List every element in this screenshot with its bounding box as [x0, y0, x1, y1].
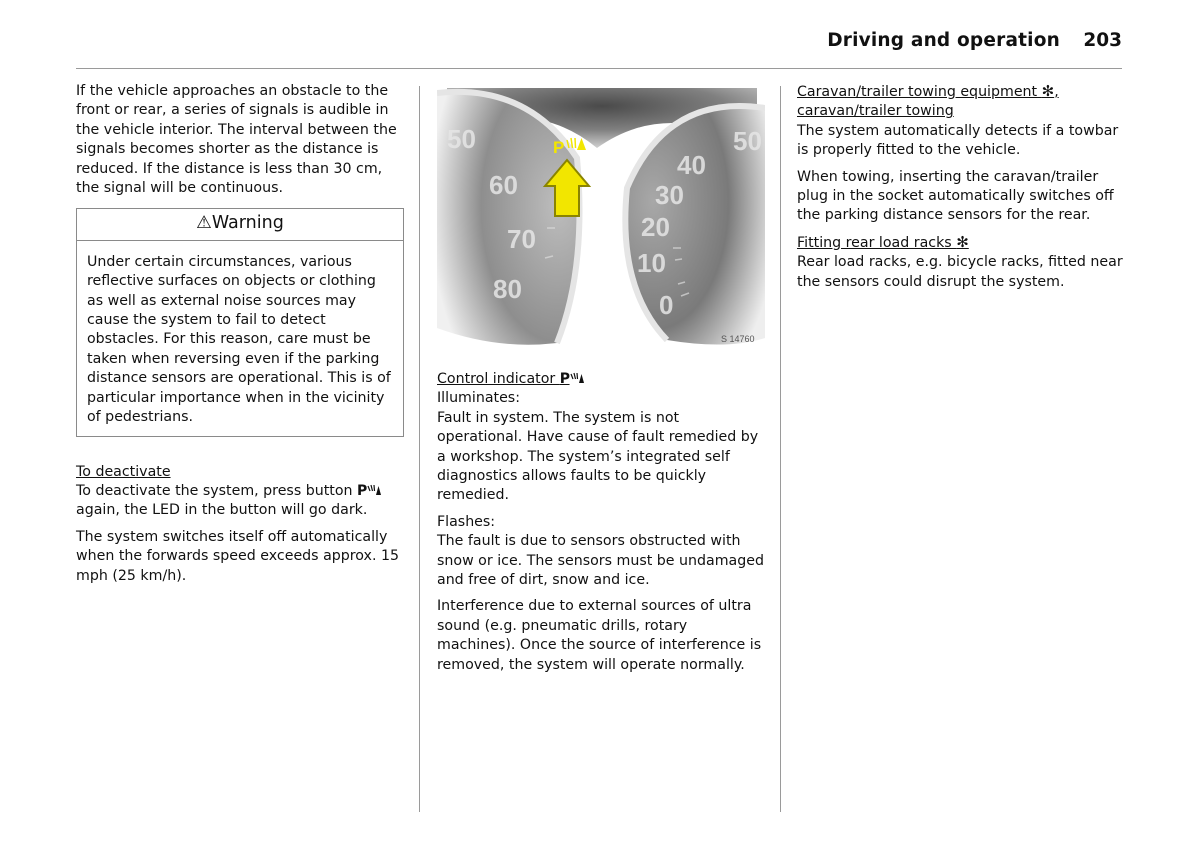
warning-title: Warning — [211, 213, 284, 234]
sensor-waves-icon — [570, 371, 584, 384]
caravan-paragraph-2: When towing, inserting the caravan/trailer plug in the socket automatically switches off the parking distance sensors for the rear. — [797, 168, 1114, 224]
page-number: 203 — [1083, 30, 1122, 51]
deactivate-text-part2: again, the LED in the button will go dark. — [76, 502, 368, 519]
left-dial-number: 80 — [493, 274, 522, 304]
interference-paragraph: Interference due to external sources of ultra sound (e.g. pneumatic drills, rotary machines). Once the source of interference is removed, the system will operate normally. — [437, 598, 762, 673]
right-dial-number: 0 — [659, 290, 674, 320]
deactivate-heading: To deactivate — [76, 463, 171, 480]
illuminates-paragraph: Fault in system. The system is not operational. Have cause of fault remedied by a workshop. The system’s integrated self diagnostics allows faults to be quickly remedied. — [437, 409, 759, 504]
caravan-heading-line1: Caravan/trailer towing equipment ✻, — [797, 82, 1059, 100]
instrument-cluster-illustration — [437, 88, 765, 350]
flashes-label: Flashes: — [437, 513, 496, 530]
intro-paragraph: If the vehicle approaches an obstacle to the front or rear, a series of signals is audible in the vehicle interior. The interval between the signals becomes shorter as the distance is reduced. If the distance is less than 30 cm, the signal will be continuous. — [76, 83, 397, 197]
auto-off-paragraph: The system switches itself off automatically when the forwards speed exceeds approx. 15 mph (25 km/h). — [76, 528, 400, 584]
left-dial-number: 60 — [489, 170, 518, 200]
control-indicator-heading — [437, 370, 765, 389]
parking-sensor-icon — [560, 371, 584, 387]
column-divider-2 — [780, 86, 781, 812]
warning-header — [77, 209, 403, 240]
load-racks-heading-text: Fitting rear load racks — [797, 234, 957, 251]
column-right — [797, 82, 1125, 299]
warning-box — [76, 208, 404, 436]
caravan-heading-text: Caravan/trailer towing equipment — [797, 84, 1042, 100]
flashes-paragraph: The fault is due to sensors obstructed with snow or ice. The sensors must be undamaged and free of dirt, snow and ice. — [437, 533, 764, 589]
indicator-p-letter: P — [553, 138, 565, 157]
page-header — [76, 30, 1122, 69]
column-middle — [437, 84, 765, 682]
left-dial-number: 50 — [447, 124, 476, 154]
right-dial-number: 20 — [641, 212, 670, 242]
image-code: S 14760 — [721, 334, 755, 344]
warning-triangle-icon: ⚠ — [196, 213, 212, 234]
parking-sensor-letter: P — [559, 371, 570, 387]
left-dial-number: 70 — [507, 224, 536, 254]
control-indicator-heading-text: Control indicator — [437, 371, 560, 387]
right-dial-number: 40 — [677, 150, 706, 180]
parking-sensor-icon — [357, 483, 381, 499]
right-dial-number: 50 — [733, 126, 762, 156]
column-left — [76, 82, 404, 593]
instrument-cluster-figure — [437, 88, 765, 350]
option-asterisk-icon: ✻ — [1041, 82, 1055, 100]
parking-sensor-letter: P — [357, 482, 367, 499]
caravan-heading-line2: caravan/trailer towing — [797, 103, 954, 120]
load-racks-heading — [797, 233, 1125, 253]
caravan-paragraph-1: The system automatically detects if a towbar is properly fitted to the vehicle. — [797, 122, 1119, 159]
right-dial-number: 30 — [655, 180, 684, 210]
warning-text: Under certain circumstances, various reflective surfaces on objects or clothing as well as external noise sources may cause the system to fail to detect obstacles. For this reason, care must be taken when reversing even if the parking distance sensors are operational. This is of particular importance when in the vicinity of pedestrians. — [87, 253, 391, 426]
deactivate-paragraph — [76, 482, 404, 521]
option-asterisk-icon: ✻ — [956, 232, 969, 251]
illuminates-label: Illuminates: — [437, 390, 520, 407]
page-section-title: Driving and operation — [827, 30, 1060, 51]
load-racks-paragraph: Rear load racks, e.g. bicycle racks, fitted near the sensors could disrupt the system. — [797, 254, 1123, 290]
deactivate-text-part1: To deactivate the system, press button — [76, 482, 358, 499]
sensor-waves-icon — [367, 483, 381, 496]
right-dial-number: 10 — [637, 248, 666, 278]
column-divider-1 — [419, 86, 420, 812]
